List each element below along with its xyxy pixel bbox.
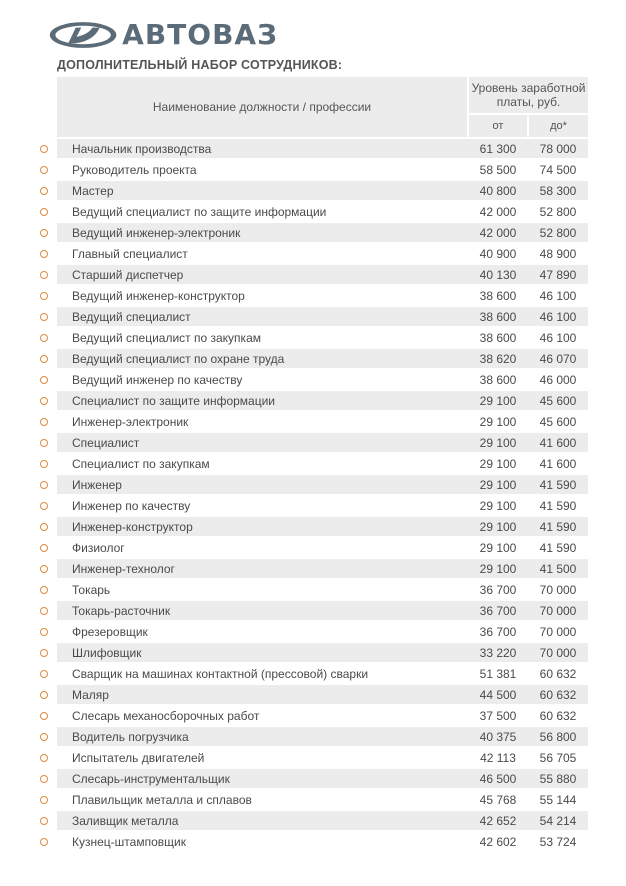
position-name: Ведущий инженер-электроник bbox=[57, 222, 468, 243]
salary-from: 29 100 bbox=[468, 474, 528, 495]
bullet-icon bbox=[40, 775, 48, 783]
salary-from: 29 100 bbox=[468, 495, 528, 516]
bullet-icon bbox=[40, 796, 48, 804]
salary-to: 45 600 bbox=[528, 390, 588, 411]
bullet-icon bbox=[40, 334, 48, 342]
salary-from: 38 600 bbox=[468, 327, 528, 348]
position-name: Плавильщик металла и сплавов bbox=[57, 789, 468, 810]
salary-from: 42 000 bbox=[468, 222, 528, 243]
salary-from: 33 220 bbox=[468, 642, 528, 663]
header-from: от bbox=[468, 114, 528, 138]
salary-to: 70 000 bbox=[528, 621, 588, 642]
salary-from: 42 000 bbox=[468, 201, 528, 222]
header-salary: Уровень заработной платы, руб. bbox=[468, 77, 588, 114]
position-name: Начальник производства bbox=[57, 138, 468, 159]
bullet-icon bbox=[40, 250, 48, 258]
bullet-icon bbox=[40, 313, 48, 321]
salary-from: 51 381 bbox=[468, 663, 528, 684]
position-name: Инженер-конструктор bbox=[57, 516, 468, 537]
position-name: Инженер-технолог bbox=[57, 558, 468, 579]
salary-to: 52 800 bbox=[528, 222, 588, 243]
salary-to: 41 590 bbox=[528, 474, 588, 495]
company-logo bbox=[48, 17, 278, 53]
bullet-icon bbox=[40, 628, 48, 636]
salary-from: 38 600 bbox=[468, 285, 528, 306]
salary-from: 42 602 bbox=[468, 831, 528, 852]
table-row bbox=[57, 663, 588, 684]
bullet-icon bbox=[40, 544, 48, 552]
salary-to: 55 144 bbox=[528, 789, 588, 810]
bullet-icon bbox=[40, 607, 48, 615]
bullet-icon bbox=[40, 670, 48, 678]
table-row bbox=[57, 264, 588, 285]
bullet-icon bbox=[40, 271, 48, 279]
salary-from: 42 113 bbox=[468, 747, 528, 768]
salary-to: 47 890 bbox=[528, 264, 588, 285]
table-row bbox=[57, 831, 588, 852]
salary-to: 60 632 bbox=[528, 705, 588, 726]
bullet-icon bbox=[40, 712, 48, 720]
table-row bbox=[57, 159, 588, 180]
position-name: Слесарь-инструментальщик bbox=[57, 768, 468, 789]
table-row bbox=[57, 558, 588, 579]
table-row bbox=[57, 327, 588, 348]
bullet-icon bbox=[40, 145, 48, 153]
table-row bbox=[57, 768, 588, 789]
salary-from: 45 768 bbox=[468, 789, 528, 810]
position-name: Испытатель двигателей bbox=[57, 747, 468, 768]
salary-to: 46 070 bbox=[528, 348, 588, 369]
brand-name: АВТОВАЗ bbox=[122, 18, 278, 51]
position-name: Физиолог bbox=[57, 537, 468, 558]
position-name: Старший диспетчер bbox=[57, 264, 468, 285]
salary-from: 40 800 bbox=[468, 180, 528, 201]
salary-from: 38 600 bbox=[468, 369, 528, 390]
salary-from: 37 500 bbox=[468, 705, 528, 726]
position-name: Ведущий инженер по качеству bbox=[57, 369, 468, 390]
salary-to: 41 590 bbox=[528, 495, 588, 516]
salary-from: 36 700 bbox=[468, 600, 528, 621]
salary-from: 29 100 bbox=[468, 390, 528, 411]
salary-to: 70 000 bbox=[528, 600, 588, 621]
salary-table bbox=[57, 77, 588, 853]
bullet-icon bbox=[40, 460, 48, 468]
salary-from: 40 375 bbox=[468, 726, 528, 747]
table-row bbox=[57, 642, 588, 663]
bullet-icon bbox=[40, 838, 48, 846]
position-name: Слесарь механосборочных работ bbox=[57, 705, 468, 726]
bullet-icon bbox=[40, 292, 48, 300]
salary-from: 38 620 bbox=[468, 348, 528, 369]
table-row bbox=[57, 453, 588, 474]
salary-from: 29 100 bbox=[468, 558, 528, 579]
bullet-icon bbox=[40, 355, 48, 363]
table-row bbox=[57, 747, 588, 768]
salary-to: 41 500 bbox=[528, 558, 588, 579]
table-row bbox=[57, 138, 588, 159]
salary-from: 40 130 bbox=[468, 264, 528, 285]
salary-to: 78 000 bbox=[528, 138, 588, 159]
bullet-icon bbox=[40, 691, 48, 699]
position-name: Инженер bbox=[57, 474, 468, 495]
position-name: Ведущий специалист по закупкам bbox=[57, 327, 468, 348]
table-row bbox=[57, 432, 588, 453]
salary-to: 70 000 bbox=[528, 579, 588, 600]
bullet-icon bbox=[40, 229, 48, 237]
bullet-icon bbox=[40, 481, 48, 489]
salary-from: 44 500 bbox=[468, 684, 528, 705]
bullet-icon bbox=[40, 208, 48, 216]
table-row bbox=[57, 579, 588, 600]
position-name: Специалист по закупкам bbox=[57, 453, 468, 474]
table-row bbox=[57, 726, 588, 747]
position-name: Кузнец-штамповщик bbox=[57, 831, 468, 852]
bullet-icon bbox=[40, 565, 48, 573]
salary-from: 58 500 bbox=[468, 159, 528, 180]
position-name: Шлифовщик bbox=[57, 642, 468, 663]
table-row bbox=[57, 243, 588, 264]
position-name: Заливщик металла bbox=[57, 810, 468, 831]
bullet-icon bbox=[40, 586, 48, 594]
salary-to: 55 880 bbox=[528, 768, 588, 789]
table-row bbox=[57, 621, 588, 642]
salary-to: 52 800 bbox=[528, 201, 588, 222]
salary-to: 58 300 bbox=[528, 180, 588, 201]
salary-to: 48 900 bbox=[528, 243, 588, 264]
position-name: Маляр bbox=[57, 684, 468, 705]
position-name: Водитель погрузчика bbox=[57, 726, 468, 747]
bullet-icon bbox=[40, 397, 48, 405]
page-title: ДОПОЛНИТЕЛЬНЫЙ НАБОР СОТРУДНИКОВ: bbox=[57, 58, 343, 72]
position-name: Ведущий специалист по защите информации bbox=[57, 201, 468, 222]
salary-from: 29 100 bbox=[468, 432, 528, 453]
position-name: Сварщик на машинах контактной (прессовой) сварки bbox=[57, 663, 468, 684]
header-to: до* bbox=[528, 114, 588, 138]
table-row bbox=[57, 474, 588, 495]
salary-to: 45 600 bbox=[528, 411, 588, 432]
salary-to: 54 214 bbox=[528, 810, 588, 831]
position-name: Фрезеровщик bbox=[57, 621, 468, 642]
bullet-icon bbox=[40, 376, 48, 384]
bullet-icon bbox=[40, 733, 48, 741]
position-name: Ведущий инженер-конструктор bbox=[57, 285, 468, 306]
bullet-icon bbox=[40, 754, 48, 762]
bullet-icon bbox=[40, 649, 48, 657]
header-position: Наименование должности / профессии bbox=[57, 77, 468, 138]
bullet-icon bbox=[40, 502, 48, 510]
position-name: Ведущий специалист по охране труда bbox=[57, 348, 468, 369]
salary-from: 29 100 bbox=[468, 411, 528, 432]
salary-from: 36 700 bbox=[468, 579, 528, 600]
salary-from: 29 100 bbox=[468, 453, 528, 474]
position-name: Специалист по защите информации bbox=[57, 390, 468, 411]
bullet-icon bbox=[40, 418, 48, 426]
salary-from: 42 652 bbox=[468, 810, 528, 831]
salary-to: 41 600 bbox=[528, 432, 588, 453]
table-row bbox=[57, 495, 588, 516]
table-row bbox=[57, 285, 588, 306]
table-row bbox=[57, 201, 588, 222]
salary-to: 53 724 bbox=[528, 831, 588, 852]
table-row bbox=[57, 810, 588, 831]
salary-from: 61 300 bbox=[468, 138, 528, 159]
table-row bbox=[57, 705, 588, 726]
salary-to: 41 590 bbox=[528, 537, 588, 558]
position-name: Руководитель проекта bbox=[57, 159, 468, 180]
salary-to: 56 705 bbox=[528, 747, 588, 768]
table-row bbox=[57, 222, 588, 243]
salary-from: 29 100 bbox=[468, 516, 528, 537]
position-name: Инженер по качеству bbox=[57, 495, 468, 516]
salary-to: 46 100 bbox=[528, 285, 588, 306]
table-row bbox=[57, 537, 588, 558]
position-name: Мастер bbox=[57, 180, 468, 201]
position-name: Токарь-расточник bbox=[57, 600, 468, 621]
table-row bbox=[57, 411, 588, 432]
salary-to: 60 632 bbox=[528, 684, 588, 705]
salary-to: 70 000 bbox=[528, 642, 588, 663]
salary-from: 40 900 bbox=[468, 243, 528, 264]
table-row bbox=[57, 684, 588, 705]
salary-to: 60 632 bbox=[528, 663, 588, 684]
bullet-icon bbox=[40, 817, 48, 825]
bullet-icon bbox=[40, 523, 48, 531]
salary-from: 36 700 bbox=[468, 621, 528, 642]
salary-to: 46 100 bbox=[528, 327, 588, 348]
salary-to: 56 800 bbox=[528, 726, 588, 747]
salary-from: 29 100 bbox=[468, 537, 528, 558]
bullet-icon bbox=[40, 166, 48, 174]
salary-to: 46 100 bbox=[528, 306, 588, 327]
salary-from: 38 600 bbox=[468, 306, 528, 327]
position-name: Специалист bbox=[57, 432, 468, 453]
table-row bbox=[57, 369, 588, 390]
bullet-icon bbox=[40, 439, 48, 447]
position-name: Ведущий специалист bbox=[57, 306, 468, 327]
table-row bbox=[57, 600, 588, 621]
salary-to: 74 500 bbox=[528, 159, 588, 180]
salary-to: 41 590 bbox=[528, 516, 588, 537]
position-name: Главный специалист bbox=[57, 243, 468, 264]
lada-logo-icon bbox=[48, 19, 118, 51]
table-row bbox=[57, 348, 588, 369]
table-row bbox=[57, 516, 588, 537]
position-name: Инженер-электроник bbox=[57, 411, 468, 432]
bullet-icon bbox=[40, 187, 48, 195]
salary-to: 41 600 bbox=[528, 453, 588, 474]
table-row bbox=[57, 306, 588, 327]
salary-to: 46 000 bbox=[528, 369, 588, 390]
salary-from: 46 500 bbox=[468, 768, 528, 789]
table-row bbox=[57, 390, 588, 411]
table-row bbox=[57, 180, 588, 201]
position-name: Токарь bbox=[57, 579, 468, 600]
table-row bbox=[57, 789, 588, 810]
